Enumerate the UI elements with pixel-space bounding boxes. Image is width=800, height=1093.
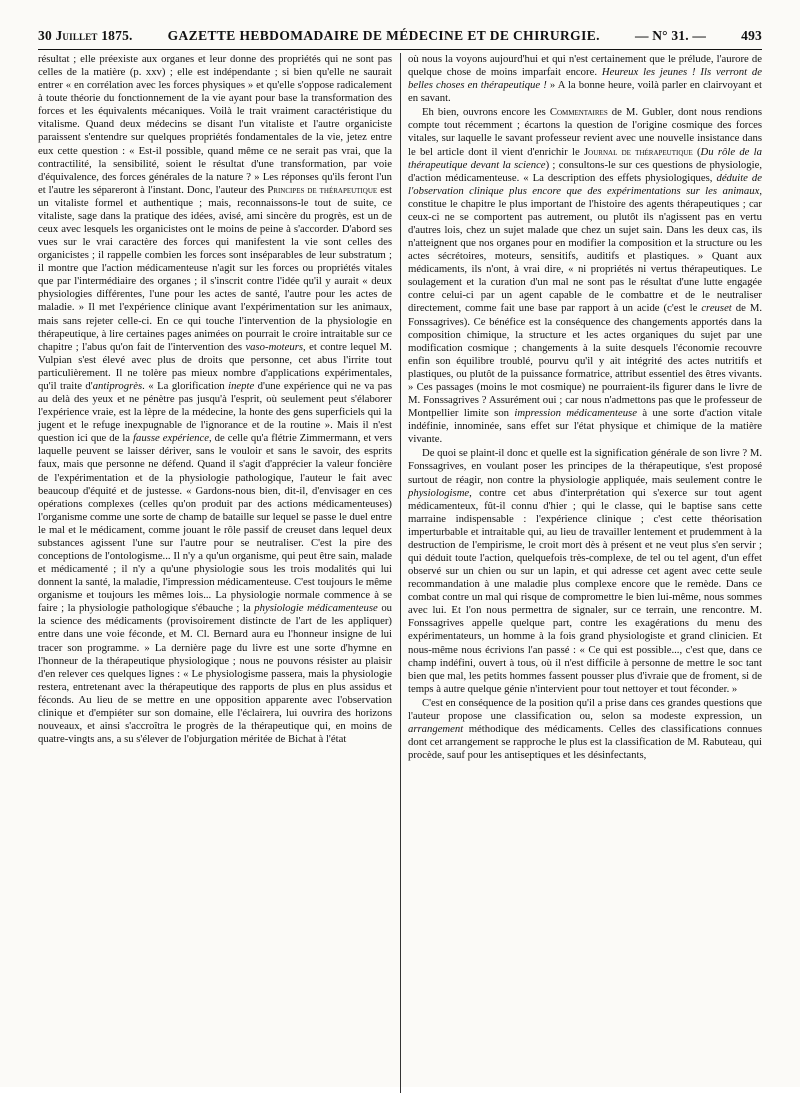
page-header [38,28,762,50]
paragraph: C'est en conséquence de la position qu'il a prise dans ces grandes questions que l'auteur propose une classification ou, selon sa modeste expression, un arrangement méthodique des médicaments. Celles des classifications connues dont cet arrangement se rapproche le plus est la classification de M. Rabuteau, qui procède, sauf pour les antiseptiques et les désinfectants, [408,696,762,762]
page-number: 493 [741,28,762,43]
right-column [408,53,762,762]
column-divider [400,53,401,1093]
paragraph: Eh bien, ouvrons encore les Commentaires de M. Gubler, dont nous rendions compte tout récemment ; écartons la question de l'origine cosmique des forces vitales, sur laquelle le savant professeur revient avec une nouvelle insistance dans le bel article dont il vient d'enrichir le Journal de thérapeutique (Du rôle de la thérapeutique devant la science) ; consultons-le sur ces questions de physiologie, d'action médicamenteuse. « La description des effets physiologiques, déduite de l'observation clinique plus encore que des expérimentations sur les animaux, constitue le chapitre le plus important de l'histoire des agents thérapeutiques ; car ceux-ci ne se comportent pas autrement, ou plutôt ils n'agissent pas en vertu d'autres lois, chez un sujet malade que chez un sujet sain. Dans les deux cas, ils n'atteignent que nos organes pour en modifier la composition et la structure ou les actes sécrétoires, moteurs, sensitifs, auditifs et plastiques. » Quant aux médicaments, ils n'ont, à vrai dire, « ni propriétés ni vertus thérapeutiques. Le soulagement et la curation d'un mal ne sont pas le résultat d'une lutte engagée contre celui-ci par un agent capable de le combattre et de le neutraliser directement, comme fait une base par rapport à un acide (c'est le creuset de M. Fonssagrives). Ce bénéfice est la conséquence des changements apportés dans la composition chimique, la structure et les actes organiques du sujet par une modification cosmique ; changements à la suite desquels l'économie recouvre enfin son équilibre troublé, pourvu qu'il y ait intégrité des actes nutritifs et plastiques, ou plutôt de la puissance formatrice, attribut essentiel des êtres vivants. » Ces passages (moins le mot cosmique) ne pourraient-ils figurer dans le livre de M. Fonssagrives ? Assurément oui ; car nous n'admettons pas que le professeur de Montpellier limite son impression médicamenteuse à une sorte d'action vitale indéfinie, innominée, sans effet sur l'état physique et chimique de la matière vivante. [408,106,763,446]
article-columns [38,53,762,762]
paragraph: résultat ; elle préexiste aux organes et leur donne des propriétés qui ne sont pas celles de la matière (p. xxv) ; elle est indépendante ; si bien qu'elle ne saurait entrer « en corrélation avec les forces physiques » et qu'elle s'oppose radicalement à toute théorie du fonctionnement de la vie ayant pour base la transformation des forces et les équivalents mécaniques. Voilà le trait vraiment caractéristique du vitalisme. Quand deux médecins se disant l'un vitaliste et l'autre organiciste paraissent s'entendre sur quelques propriétés fondamentales de la vie, jetez entre eux cette question : « Est-il possible, quand même ce ne serait pas vrai, que la contractilité, la sensibilité, soient le résultat d'une transformation, par voie d'équivalence, des forces générales de la nature ? » Les réponses qu'ils feront l'un et l'autre les sépareront à l'instant. Donc, l'auteur des Principes de thérapeutique est un vitaliste formel et authentique ; mais, reconnaissons-le tout de suite, ce vitaliste, sage dans la pratique des idées, avisé, ami sincère du progrès, est un de ceux avec lesquels les organicistes ont le moins de peine à s'accorder. D'abord ses vues sur le vrai caractère des forces qui manifestent la vie sont celles des organicistes ; il rappelle combien les forces sont inséparables de leur substratum ; il montre que l'action médicamenteuse n'agit sur les forces ou propriétés vitales que par l'intermédiaire des organes ; il s'inscrit contre l'idée qu'il y aurait « deux physiologies différentes, l'une pour les actes de santé, l'autre pour les actes de maladie. » Il met l'expérience clinique avant l'expérimentation sur les animaux, mais sans rejeter celle-ci. En ce qui touche l'intervention de la physiologie en thérapeutique, à lire certaines pages animées on pourrait le croire intraitable sur ce chapitre ; l'abus qu'on fait de l'intervention des vaso-moteurs, et contre lequel M. Vulpian s'est élevé avec plus de droits que personne, cet abus l'irrite tout particulièrement. Il ne tolère pas mieux nombre d'applications expérimentales, qu'il traite d'antiprogrès. « La glorification inepte d'une expérience qui ne va pas au delà des yeux et ne pénètre pas jusqu'à l'esprit, où seulement peut s'élaborer l'expérience vraie, est la lèpre de la médecine, la honte des gens superficiels qui la jugent et le refuge inexpugnable de l'ignorance et de la routine ». Mais il n'est question ici que de la fausse expérience, de celle qu'a flétrie Zimmermann, et vers laquelle peuvent se laisser dériver, sans le vouloir et sans le savoir, des esprits faux, mais que personne ne défend. Quand il s'agit d'apprécier la valeur foncière de l'expérimentation et de la physiologie pathologique, l'auteur le fait avec beaucoup d'équité et de justesse. « Gardons-nous bien, dit-il, d'envisager en ces opérations complexes (celles qu'on produit par des actions médicamenteuses) l'organisme comme une sorte de champ de bataille sur lequel se passe le duel entre le mal et le médicament, comme jouant le rôle passif de creuset dans lequel deux substances agissent l'une sur l'autre pour se neutraliser. C'est la pire des conceptions de l'ontologisme... Il n'y a qu'un organisme, qui peut être sain, malade et médicamenté ; il n'y a qu'une physiologie sous les trois modalités qui lui donnent la santé, la maladie, l'impression médicamenteuse. C'est toujours le même organisme et toujours les mêmes lois... La physiologie normale commence à se faire ; la physiologie pathologique s'ébauche ; la physiologie médicamenteuse ou la science des médicaments (provisoirement distincte de l'art de les appliquer) entre dans une voie féconde, et M. Cl. Bernard aura eu l'honneur insigne de lui tracer son programme. » La dernière page du livre est une sorte d'hymne en l'honneur de la thérapeutique physiologique ; nous ne pouvons résister au plaisir d'en relever ces quelques lignes : « Le physiologisme passera, mais la physiologie restera, entretenant avec la thérapeutique des rapports de plus en plus assidus et féconds. Au lieu de se mettre en une opposition apparente avec l'observation clinique et d'empiéter sur son domaine, elle l'éclairera, lui ouvrira des horizons nouveaux, et ainsi s'accroîtra le progrès de la thérapeutique qui, en moins de quatre-vingts ans, a su s'élever de l'objurgation méritée de Bichat à l'état [38,53,393,746]
issue-number: — N° 31. — [634,28,707,43]
issue-date: 30 Juillet 1875. [38,28,133,43]
paragraph: De quoi se plaint-il donc et quelle est la signification générale de son livre ? M. Fonssagrives, en voulant poser les principes de la thérapeutique, s'est proposé surtout de réagir, non contre la physiologie appliquée, mais seulement contre le physiologisme, contre cet abus d'interprétation qui s'exerce sur tout agent médicamenteux, fût-il connu d'hier ; qui le classe, qui le baptise sans cette marraine indispensable : l'expérience clinique ; c'est cette théorisation imperturbable et intraitable qui, au lieu de travailler lentement et prudemment à la destruction de l'empirisme, le croit mort dès à présent et ne veut plus s'en servir ; qui déduit toute l'action, quelquefois très-complexe, de tel ou tel agent, d'un effet observé sur un chien ou sur un lapin, et qui adresse cet agent avec cette seule recommandation à une maladie plus complexe encore que le remède. Dans ce combat contre un mal qui risque de compromettre le bien lui-même, nous sommes avec lui. Et l'on nous permettra de signaler, sur ce terrain, une rencontre. M. Fonssagrives appelle quelque part, contre les exagérations du menu des expérimentateurs, un homme à la fois grand physiologiste et grand clinicien. Et nous-même nous écrivions l'an passé : « Ce qui est possible..., c'est que, dans ce champ indéfini, ouvert à tous, où il n'est difficile à personne de mettre le soc tant bien que mal, les petits hommes fassent pousser plus d'ivraie que de froment, si de temps à autre quelque génie n'intervient pour tout nettoyer et tout féconder. » [408,447,762,695]
left-column [38,53,392,762]
paragraph: où nous la voyons aujourd'hui et qui n'est certainement que le prélude, l'aurore de quelque chose de moins imparfait encore. Heureux les jeunes ! Ils verront de belles choses en thérapeutique ! » A la bonne heure, voilà parler en clairvoyant et en savant. [408,53,762,105]
journal-title: GAZETTE HEBDOMADAIRE DE MÉDECINE ET DE CHIRURGIE. [167,28,600,43]
